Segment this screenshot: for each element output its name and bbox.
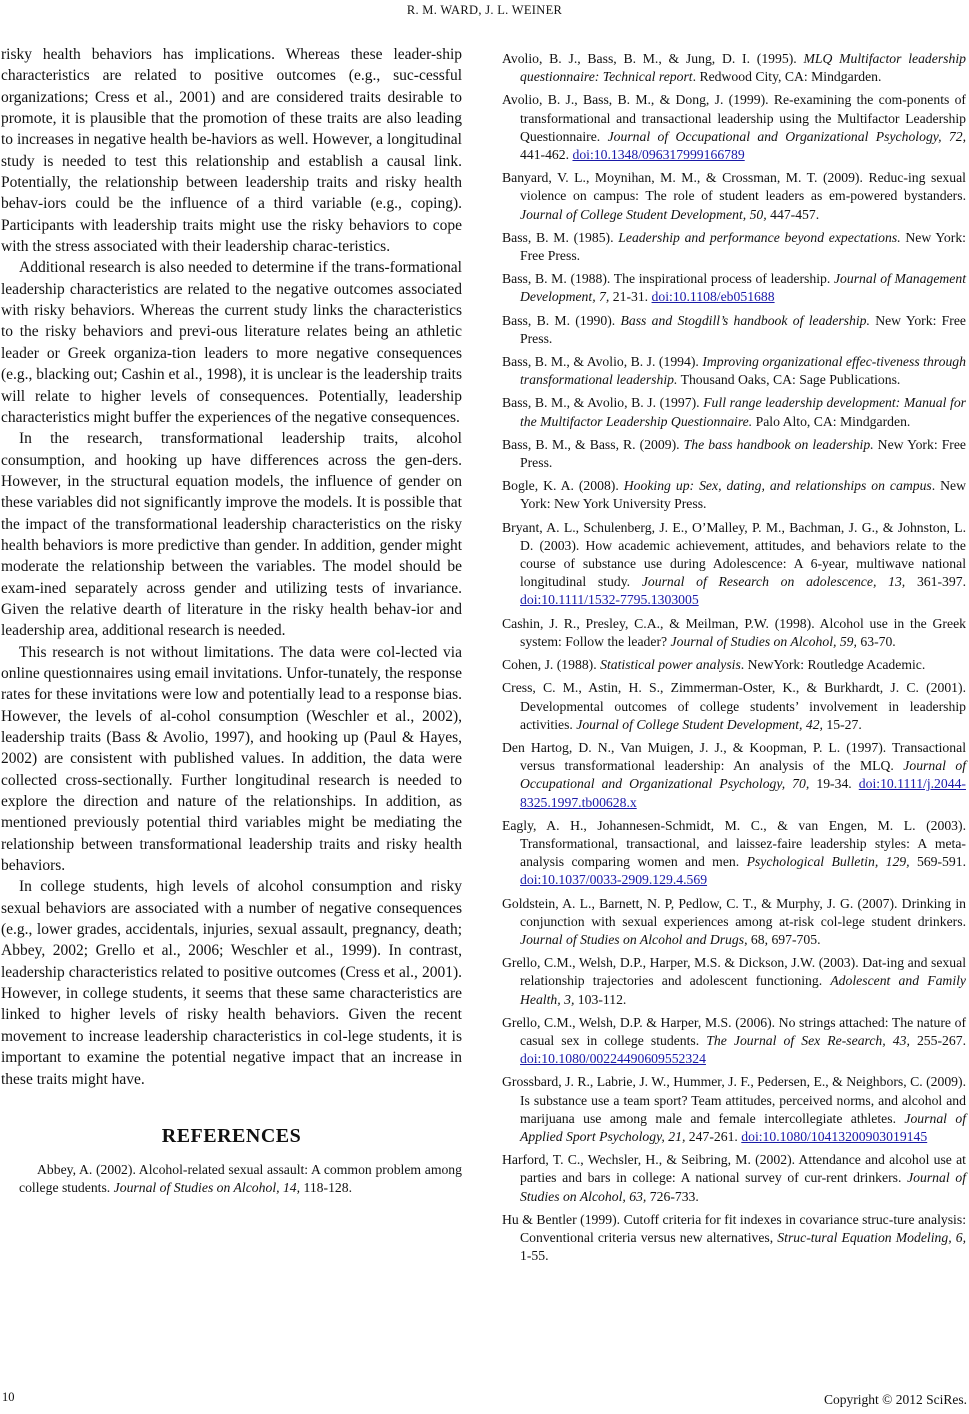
right-column [502,50,966,1270]
reference-text: 1-55. [520,1248,549,1264]
reference-text: 63-70. [856,633,896,649]
doi-link[interactable]: doi:10.1348/096317999166789 [572,147,745,163]
reference-text: Cress, C. M., Astin, H. S., Zimmerman-Oster, K., & Burkhardt, J. C. (2001). Developmental outcomes of college students’ involvement in leadership activities. [502,680,966,732]
reference-entry [502,615,966,651]
reference-entry [502,895,966,950]
reference-entry [502,312,966,348]
reference-entry [502,436,966,472]
reference-text: 726-733. [646,1188,699,1204]
reference-text: Harford, T. C., Wechsler, H., & Seibring, M. (2002). Attendance and alcohol use at parties and bars in college: A national survey of cur-rent drinkers. [502,1152,966,1186]
reference-entry [502,1073,966,1146]
reference-entry [502,477,966,513]
reference-text: Bass, B. M., & Bass, R. (2009). [502,436,684,452]
reference-text: . NewYork: Routledge Academic. [740,657,926,673]
reference-text: 255-267. [909,1032,967,1048]
reference-source: Journal of Occupational and Organizational Psychology, 70, [520,758,966,792]
reference-text: Bass, B. M., & Avolio, B. J. (1994). [502,354,703,370]
reference-text: Abbey, A. (2002). Alcohol-related sexual assault: A common problem among college students. [19,1162,462,1196]
reference-text: Hu & Bentler (1999). Cutoff criteria for fit indexes in covariance struc-ture analysis: Conventional criteria versus new alternatives, [502,1211,966,1245]
reference-text: Grossbard, J. R., Labrie, J. W., Hummer, J. F., Pedersen, E., & Neighbors, C. (2009). Is substance use a team sport? Team attitudes, perceived norms, and alcohol and marijuana use among male and female intercollegiate athletes. [502,1074,966,1126]
reference-text: Palo Alto, CA: Mindgarden. [752,413,911,429]
reference-source: Statistical power analysis [600,657,741,673]
body-paragraph: In the research, transformational leadership traits, alcohol consumption, and hooking up have differences across the gen-ders. However, in the structural equation models, the influence of gender on these variables did not significantly improve the models. It is possible that the impact of the transformational leadership characteristics on the risky health behaviors is more predictive than gender. In addition, gender might moderate the relationship between the variables. The model should be exam-ined separately across gender and utilizing tests of invariance. Given the relative dearth of literature in the risky health behav-ior and leadership area, additional research is needed. [1,430,462,640]
references-list-right [502,50,966,1265]
reference-source: Improving organizational effec-tiveness through transformational leadership. [520,354,966,388]
reference-source: Journal of Studies on Alcohol, 14, [113,1180,301,1196]
reference-text: Bryant, A. L., Schulenberg, J. E., O’Malley, P. M., Bachman, J. G., & Johnston, L. D. (2003). How academic achievement, attitudes, and behaviors relate to the course of substance use during Adolescence: A 6-year, multiwave national longitudinal study. [502,519,966,590]
reference-source: Journal of College Student Development, 50, [520,206,767,222]
reference-text: Grello, C.M., Welsh, D.P., Harper, M.S. & Dickson, J.W. (2003). Dat-ing and sexual relationship trajectories and adolescent functioning. [502,955,966,989]
copyright-notice: Copyright © 2012 SciRes. [823,1392,967,1407]
reference-entry [502,679,966,734]
reference-entry [502,519,966,610]
reference-source: Journal of Studies on Alcohol and Drugs [520,931,745,947]
reference-text: 361-397. [905,574,966,590]
doi-link[interactable]: doi:10.1108/eb051688 [651,289,775,305]
reference-text: Eagly, A. H., Johannesen-Schmidt, M. C., & van Engen, M. L. (2003). Transformational, transactional, and laissez-faire leadership styles: A meta-analysis comparing women and men. [502,817,966,870]
page-number: 10 [2,1390,15,1404]
reference-text: Den Hartog, D. N., Van Muigen, J. J., & Koopman, P. L. (1997). Transactional versus transformational leadership: An analysis of the MLQ. [502,739,966,774]
reference-text: 103-112. [574,991,627,1007]
reference-text: 15-27. [822,716,862,732]
reference-text: Grello, C.M., Welsh, D.P. & Harper, M.S. (2006). No strings attached: The nature of casual sex in college students. [502,1014,966,1048]
doi-link[interactable]: doi:10.1111/1532-7795.1303005 [520,592,699,608]
reference-text: Cashin, J. R., Presley, C.A., & Meilman, P.W. (1998). Alcohol use in the Greek system: Follow the leader? [502,615,966,649]
reference-entry [502,229,966,265]
body-paragraph: This research is not without limitations. The data were col-lected via online questionnaires using email invitations. Unfor-tunately, the response rates for these invitations were low and potentially lead to a response bias. However, the levels of al-cohol consumption (Weschler et al., 2002), leadership traits (Bass & Avolio, 1997), and hooking up (Paul & Hayes, 2002) are consistent with published values. In addition, the data were collected cross-sectionally. Further longitudinal research is needed to explore the direction and nature of the relationships. In addition, as mentioned previously potential third variables might be mediating the relationship between transformational leadership traits and risky health behaviors. [1,643,462,875]
reference-source: Psychological Bulletin, 129, [746,854,910,870]
reference-text: 441-462. [520,147,573,163]
reference-text: Bass, B. M., & Avolio, B. J. (1997). [502,395,704,411]
reference-text: Bogle, K. A. (2008). [502,478,624,494]
reference-entry [502,817,966,890]
reference-source: Struc-tural Equation Modeling, 6, [777,1229,966,1245]
reference-source: The Journal of Sex Re-search, 43, [706,1032,910,1048]
reference-source: Bass and Stogdill’s handbook of leadership. [620,312,870,328]
reference-source: Journal of Studies on Alcohol, 59, [670,633,857,649]
references-list-left [1,1161,462,1197]
doi-link[interactable]: doi:10.1111/j.2044-8325.1997.tb00628.x [520,776,966,810]
reference-entry [502,739,966,812]
reference-text: 21-31. [609,289,652,305]
reference-text: New York: Free Press. [520,436,967,471]
reference-text: , 68, 697-705. [744,931,821,947]
doi-link[interactable]: doi:10.1080/10413200903019145 [741,1128,928,1144]
reference-text: . Redwood City, CA: Mindgarden. [692,69,882,85]
reference-text: 118-128. [300,1180,353,1196]
reference-text: 19-34. [809,776,859,792]
reference-source: Adolescent and Family Health, 3, [520,973,966,1007]
reference-text: 247-261. [685,1128,742,1144]
reference-source: Journal of Applied Sport Psychology, 21, [520,1110,966,1144]
reference-text: Goldstein, A. L., Barnett, N. P, Pedlow, C. T., & Murphy, J. G. (2007). Drinking in conjunction with sexual experiences among at-risk col-lege student drinkers. [502,895,966,929]
reference-source: Hooking up: Sex, dating, and relationships on campus [623,478,932,494]
left-column [1,44,462,1198]
reference-text: Bass, B. M. (1990). [502,312,621,328]
reference-source: Full range leadership development: Manual for the Multifactor Leadership Questionnaire. [520,395,966,429]
reference-text: Avolio, B. J., Bass, B. M., & Jung, D. I. (1995). [502,51,804,66]
reference-source: Journal of Research on adolescence, 13, [641,574,906,590]
reference-entry [502,656,966,674]
reference-entry [1,1161,462,1197]
running-head: R. M. WARD, J. L. WEINER [406,3,563,17]
reference-source: Leadership and performance beyond expectations. [618,229,901,245]
reference-entry [502,169,966,224]
doi-link[interactable]: doi:10.1037/0033-2909.129.4.569 [520,872,708,888]
reference-entry [502,1014,966,1069]
reference-source: Journal of Management Development, 7, [520,271,966,305]
reference-text: Bass, B. M. (1985). [502,229,619,245]
reference-text: 447-457. [766,206,820,222]
reference-source: Journal of College Student Development, 42, [576,716,823,732]
reference-entry [502,270,966,306]
reference-entry [502,353,966,389]
reference-entry [502,91,966,164]
reference-entry [502,50,966,86]
reference-source: Journal of Occupational and Organizational Psychology, 72, [607,128,966,144]
body-paragraph: risky health behaviors has implications. Whereas these leader-ship characteristics are related to positive outcomes (e.g., suc-cessful organizations; Cress et al., 2001) and are considered traits desirable to promote, it is plausible that the promotion of these traits are also leading to increases in negative health be-haviors as well. However, a longitudinal study is needed to test this relationship and establish a causal link. Potentially, the relationship between leadership traits and risky health behav-iors could be the influence of a third variable (e.g., coping). Participants with leadership traits might use the risky behaviors to cope with the stress associated with their leadership charac-teristics. [1,46,462,256]
reference-text: New York: Free Press. [520,312,966,346]
reference-text: 569-591. [909,854,966,870]
references-heading: REFERENCES [161,1124,302,1147]
reference-text: . New York: New York University Press. [520,478,966,512]
reference-source: The bass handbook on leadership. [683,436,874,452]
reference-text: Avolio, B. J., Bass, B. M., & Dong, J. (1999). Re-examining the com-ponents of transformational and transactional leadership using the Multifactor Leadership Questionnaire. [502,92,966,144]
reference-text: New York: Free Press. [520,229,966,264]
reference-text: Cohen, J. (1988). [502,657,601,673]
reference-source: Journal of Studies on Alcohol, 63, [520,1170,966,1204]
body-paragraph: Additional research is also needed to determine if the trans-formational leadership characteristics are related to the negative outcomes associated with risky behaviors. Whereas the current study links the characteristics to the risky behaviors and previ-ous literature relates being an athletic leader or Greek organiza-tion leaders to more negative consequences (e.g., blacking out; Cashin et al., 1998), it is unclear is the leadership traits will relate to higher levels of consequences. Potentially, leadership characteristics might buffer the experiences of the negative consequences. [1,259,463,426]
reference-source: MLQ Multifactor leadership questionnaire: Technical report [520,51,966,85]
doi-link[interactable]: doi:10.1080/00224490609552324 [520,1051,706,1067]
reference-entry [502,1211,966,1266]
body-paragraph: In college students, high levels of alcohol consumption and risky sexual behaviors are associated with a number of negative consequences (e.g., lower grades, accidentals, injuries, sexual assault, pregnancy, death; Abbey, 2002; Grello et al., 2006; Weschler et al., 1999). In contrast, leadership characteristics related to positive outcomes (Cress et al., 2001). However, in college students, it seems that these same characteristics are linked to higher levels of risky health behaviors. Given the recent movement to increase leadership characteristics in col-lege students, it is important to examine the potential negative impact that an increase in these traits might have. [1,878,462,1088]
reference-entry [502,1151,966,1206]
reference-entry [502,394,966,430]
reference-text: Thousand Oaks, CA: Sage Publications. [677,372,901,388]
reference-text: Banyard, V. L., Moynihan, M. M., & Crossman, M. T. (2009). Reduc-ing sexual violence on campus: The role of student leaders as em-powered bystanders. [502,170,966,204]
reference-entry [502,954,966,1009]
reference-text: Bass, B. M. (1988). The inspirational process of leadership. [502,271,834,287]
